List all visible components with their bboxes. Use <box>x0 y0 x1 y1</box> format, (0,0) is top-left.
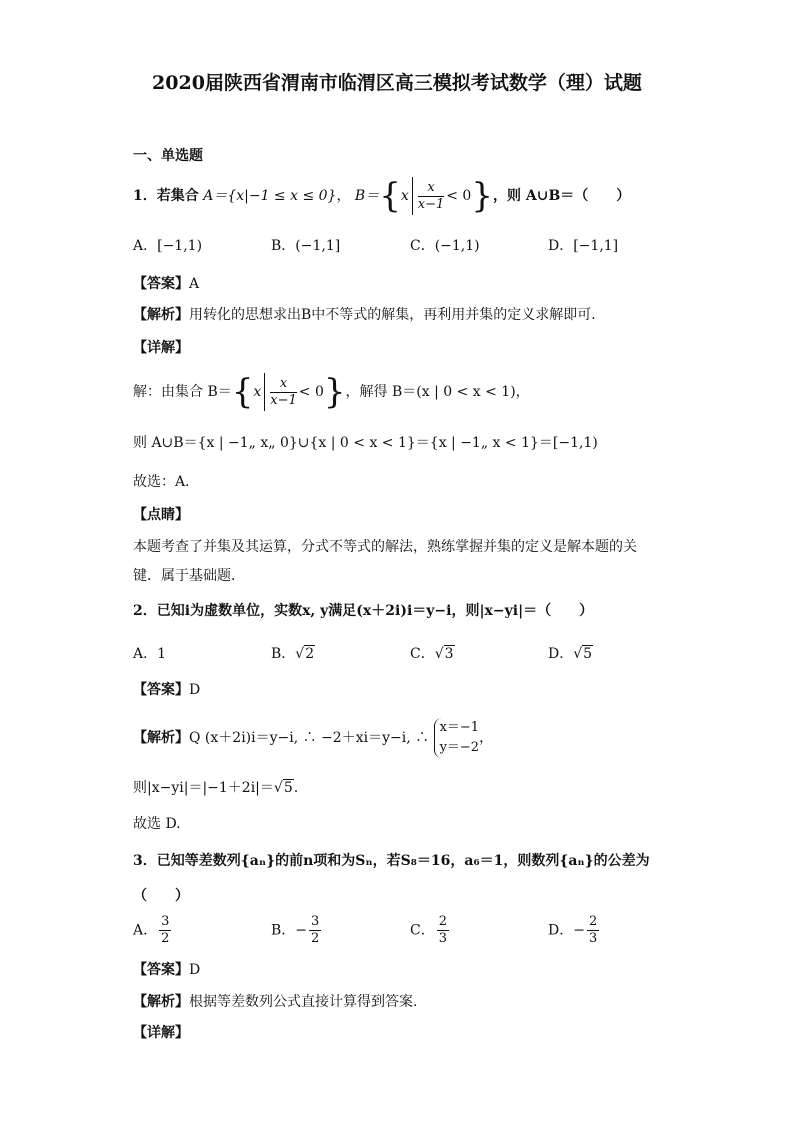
q3-option-b-num: 3 <box>311 914 320 929</box>
q2-option-d <box>548 644 593 664</box>
q2-analysis-text: Q (x＋2i)i＝y−i, ∴ −2＋xi＝y−i, ∴ <box>189 730 430 746</box>
left-brace-icon: { <box>231 372 254 412</box>
q1-analysis-text: 用转化的思想求出B中不等式的解集，再利用并集的定义求解即可． <box>189 307 606 323</box>
left-brace-icon: { <box>379 176 401 216</box>
q2-line2-lead: 则|x−yi|＝|−1＋2i|＝ <box>133 780 274 796</box>
q3-option-c-num: 2 <box>438 914 447 929</box>
q3-stem-line2: （ ） <box>133 888 189 904</box>
answer-tag: 【答案】 <box>133 682 189 698</box>
q2-analysis <box>133 716 493 760</box>
q1-sol-fraction <box>270 376 297 409</box>
answer-tag: 【答案】 <box>133 276 189 292</box>
q2-answer <box>133 680 200 700</box>
q3-stem <box>133 851 650 871</box>
q1-number: 1． <box>133 188 157 204</box>
q1-answer-value: A <box>189 276 200 292</box>
q2-stem-text: 已知i为虚数单位，实数x, y满足(x＋2i)i＝y−i，则|x−yi|＝（ ） <box>156 603 594 619</box>
sqrt-icon: √5 <box>273 780 293 796</box>
q1-comment-tag: 【点睛】 <box>133 507 189 523</box>
right-brace-icon: } <box>471 176 493 216</box>
q1-sol-frac-num: x <box>270 376 297 393</box>
q1-answer <box>133 274 199 294</box>
q3-option-a-label: A． <box>133 922 158 939</box>
answer-tag: 【答案】 <box>133 962 189 978</box>
q3-number: 3． <box>133 853 157 869</box>
q1-stem-text: 若集合 <box>156 188 199 204</box>
page-title: 2020届陕西省渭南市临渭区高三模拟考试数学（理）试题 <box>152 72 642 94</box>
q2-analysis-line2 <box>133 778 298 798</box>
q3-option-c-frac <box>437 914 449 947</box>
q2-line2-tail: . <box>293 780 299 796</box>
q1-sol-lt0: < 0 <box>298 384 324 400</box>
q1-option-b: B．(−1,1] <box>271 238 341 254</box>
q1-option-d: D．[−1,1] <box>548 238 619 254</box>
q3-option-a-den: 2 <box>161 931 170 946</box>
set-bar <box>412 177 413 215</box>
q2-analysis-tail: ， <box>479 730 494 746</box>
q2-number: 2． <box>133 603 157 619</box>
q1-comment-line2: 键．属于基础题． <box>133 568 245 584</box>
q2-option-a: A．1 <box>133 646 167 662</box>
q1-set-b-lead: B＝ <box>354 188 380 204</box>
q1-frac-den: x−1 <box>417 196 445 212</box>
q3-option-a <box>133 914 173 947</box>
q2-stem <box>133 601 593 621</box>
q3-detail-tag: 【详解】 <box>133 1025 189 1041</box>
q3-option-b-label: B．− <box>271 922 308 939</box>
q1-solution-line1 <box>133 372 530 412</box>
q1-sol-frac-den: x−1 <box>270 392 297 408</box>
q1-option-a: A．[−1,1) <box>133 238 203 254</box>
sqrt-icon: √5 <box>573 646 593 662</box>
q2-option-b-value: 2 <box>305 646 315 662</box>
q3-option-d-frac <box>587 914 599 947</box>
q1-option-c: C．(−1,1) <box>410 238 480 254</box>
q2-option-c-value: 3 <box>444 646 454 662</box>
q2-option-c <box>410 644 455 664</box>
q1-fraction <box>418 180 445 213</box>
q3-option-b <box>271 914 323 947</box>
q2-option-d-label: D． <box>548 646 574 662</box>
q2-sys-line2: y＝−2 <box>439 740 480 755</box>
q2-option-c-label: C． <box>410 646 435 662</box>
q1-analysis <box>133 305 605 325</box>
q3-option-a-num: 3 <box>161 914 170 929</box>
q3-answer <box>133 960 200 980</box>
q1-detail-tag: 【详解】 <box>133 340 189 356</box>
q3-stem-text: 已知等差数列{aₙ}的前n项和为Sₙ，若S₈＝16，a₆＝1，则数列{aₙ}的公差为 <box>156 853 650 869</box>
q1-comma: ， <box>336 188 351 204</box>
set-bar <box>264 373 265 411</box>
q3-option-c-label: C． <box>410 922 435 939</box>
q1-solution-lead: 解：由集合 B＝ <box>133 384 232 400</box>
q2-option-b <box>271 644 315 664</box>
analysis-tag: 【解析】 <box>133 307 189 323</box>
section-heading: 一、单选题 <box>133 148 203 164</box>
q1-comment-line1: 本题考查了并集及其运算，分式不等式的解法，熟练掌握并集的定义是解本题的关 <box>133 539 637 555</box>
q2-equation-system <box>434 718 480 758</box>
q1-b-var: x <box>400 188 409 204</box>
q1-solution-line3: 故选：A． <box>133 474 200 490</box>
q2-option-b-label: B． <box>271 646 296 662</box>
analysis-tag: 【解析】 <box>133 994 189 1010</box>
q3-option-c <box>410 914 451 947</box>
q1-stem <box>133 176 630 216</box>
q3-option-d-den: 3 <box>588 931 598 946</box>
q1-lt0: < 0 <box>446 188 472 204</box>
q3-option-b-den: 2 <box>311 931 320 946</box>
q1-solution-tail: ，解得 B＝(x | 0 < x < 1)， <box>345 384 530 400</box>
q1-stem-tail: ，则 A∪B＝（ ） <box>492 188 631 204</box>
right-brace-icon: } <box>323 372 346 412</box>
q3-analysis-text: 根据等差数列公式直接计算得到答案. <box>189 994 418 1010</box>
q2-analysis-line3: 故选 D. <box>133 816 181 832</box>
q3-option-d-num: 2 <box>588 914 598 929</box>
q3-option-d-label: D．− <box>548 922 585 939</box>
q3-option-b-frac <box>309 914 321 947</box>
sqrt-icon: √2 <box>295 646 315 662</box>
q1-sol-var: x <box>253 384 262 400</box>
analysis-tag: 【解析】 <box>133 730 189 746</box>
q2-option-d-value: 5 <box>583 646 593 662</box>
q3-option-d <box>548 914 601 947</box>
q2-answer-value: D <box>189 682 201 698</box>
q2-line2-value: 5 <box>283 780 293 796</box>
q3-option-c-den: 3 <box>438 931 447 946</box>
q3-answer-value: D <box>189 962 201 978</box>
q1-solution-line2: 则 A∪B＝{x | −1„ x„ 0}∪{x | 0 < x < 1}＝{x | −1„ x < 1}＝[−1,1) <box>133 435 598 451</box>
q1-set-a: A＝{x|−1 ≤ x ≤ 0} <box>203 188 337 204</box>
q1-frac-num: x <box>418 180 445 197</box>
sqrt-icon: √3 <box>434 646 454 662</box>
q3-option-a-frac <box>159 914 171 947</box>
q3-analysis <box>133 992 417 1012</box>
q2-sys-line1: x＝−1 <box>439 720 480 735</box>
